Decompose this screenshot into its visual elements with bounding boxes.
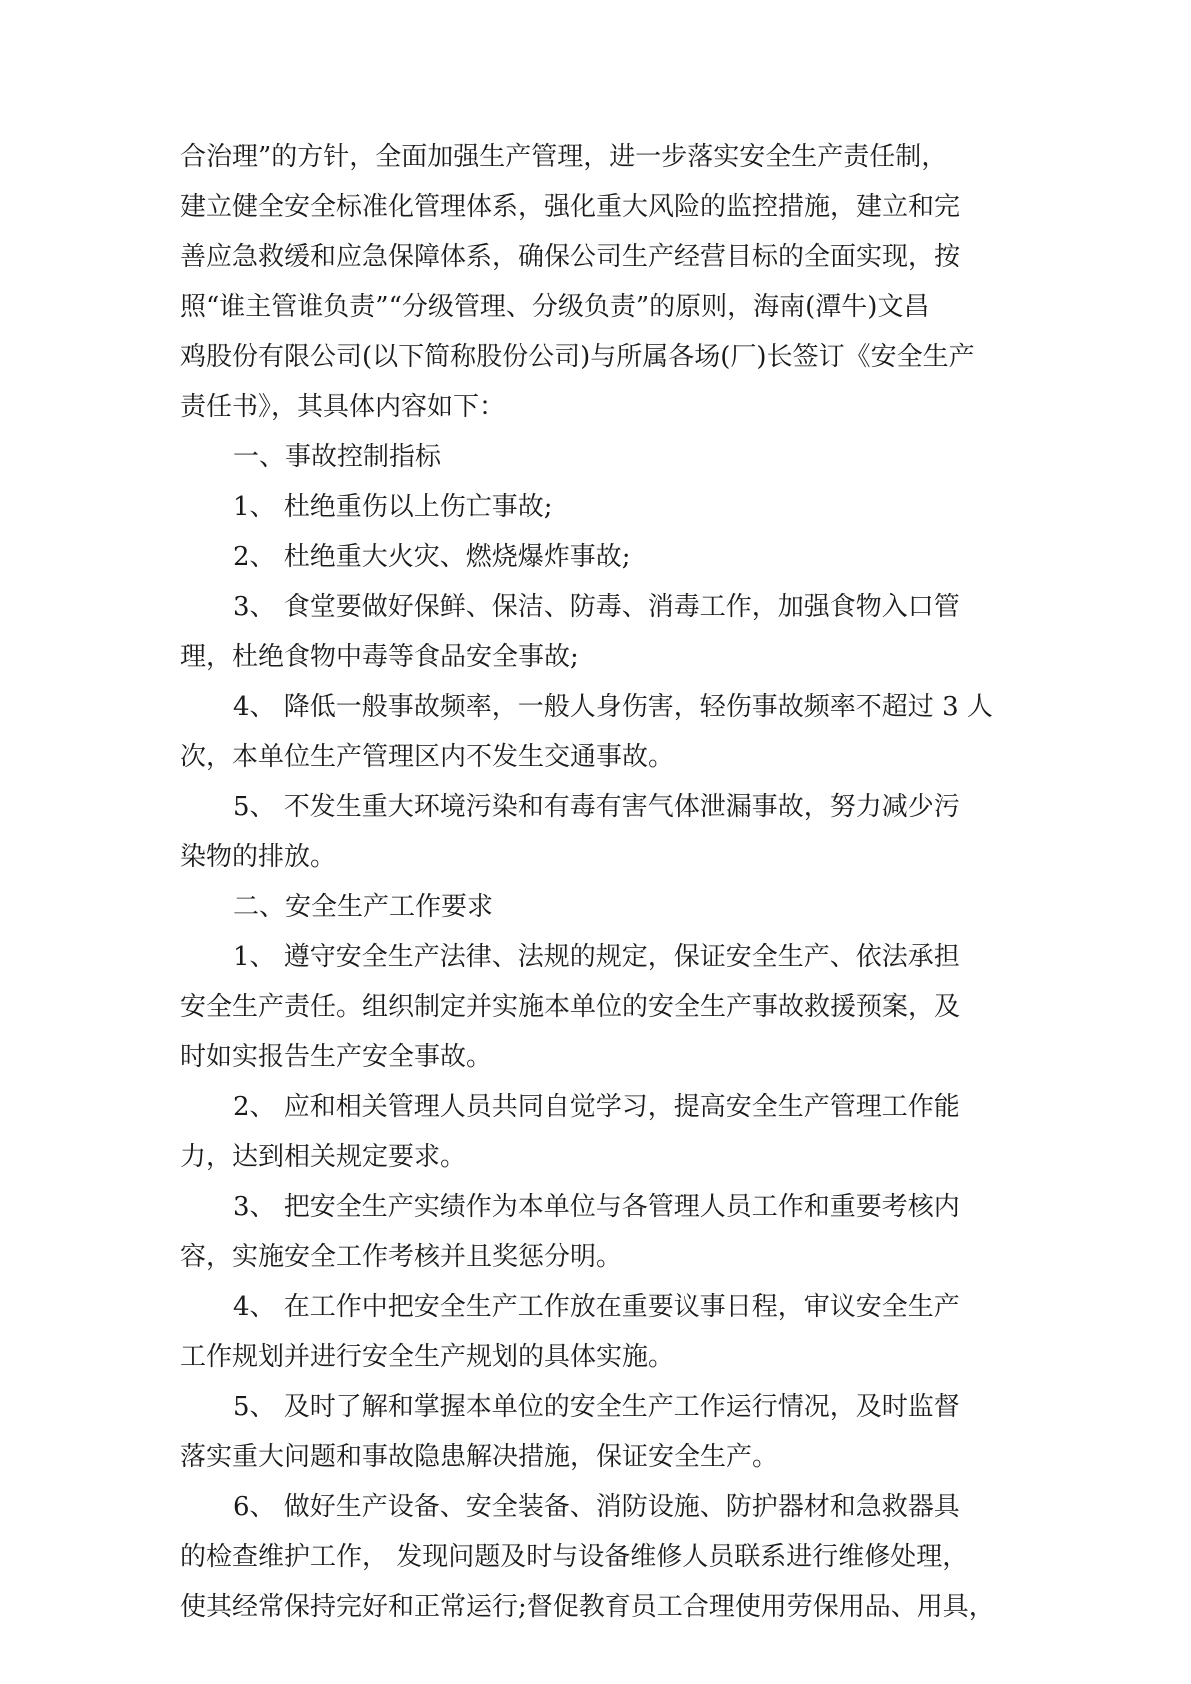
list-item: 1、 杜绝重伤以上伤亡事故;	[233, 492, 553, 522]
list-item-continuation: 使其经常保持完好和正常运行;督促教育员工合理使用劳保用品、用具，	[180, 1592, 995, 1622]
list-item: 6、 做好生产设备、安全装备、消防设施、防护器材和急救器具	[233, 1492, 960, 1522]
paragraph-line: 鸡股份有限公司(以下简称股份公司)与所属各场(厂)长签订《安全生产	[180, 342, 975, 372]
list-item: 2、 应和相关管理人员共同自觉学习，提高安全生产管理工作能	[233, 1092, 960, 1122]
list-item-continuation: 安全生产责任。组织制定并实施本单位的安全生产事故救援预案，及	[180, 992, 961, 1022]
list-item-continuation: 的检查维护工作， 发现问题及时与设备维修人员联系进行维修处理，	[180, 1542, 969, 1572]
paragraph-line: 合治理”的方针，全面加强生产管理，进一步落实安全生产责任制，	[180, 142, 948, 172]
list-item: 5、 及时了解和掌握本单位的安全生产工作运行情况，及时监督	[233, 1392, 960, 1422]
list-item-continuation: 时如实报告生产安全事故。	[180, 1042, 493, 1072]
list-item-continuation: 力，达到相关规定要求。	[180, 1142, 467, 1172]
list-item: 3、 食堂要做好保鲜、保洁、防毒、消毒工作，加强食物入口管	[233, 592, 960, 622]
list-item: 5、 不发生重大环境污染和有毒有害气体泄漏事故，努力减少污	[233, 792, 960, 822]
paragraph-line: 责任书》，其具体内容如下：	[180, 392, 506, 422]
document-body	[180, 132, 1020, 1632]
list-item-continuation: 工作规划并进行安全生产规划的具体实施。	[180, 1342, 675, 1372]
list-item-continuation: 落实重大问题和事故隐患解决措施，保证安全生产。	[180, 1442, 779, 1472]
section-heading: 一、事故控制指标	[233, 442, 442, 472]
list-item: 2、 杜绝重大火灾、燃烧爆炸事故;	[233, 542, 631, 572]
list-item: 4、 在工作中把安全生产工作放在重要议事日程，审议安全生产	[233, 1292, 960, 1322]
list-item: 1、 遵守安全生产法律、法规的规定，保证安全生产、依法承担	[233, 942, 960, 972]
section-heading: 二、安全生产工作要求	[233, 892, 494, 922]
list-item-continuation: 容，实施安全工作考核并且奖惩分明。	[180, 1242, 623, 1272]
paragraph-line: 照“谁主管谁负责”“分级管理、分级负责”的原则，海南(潭牛)文昌	[180, 292, 930, 322]
list-item: 4、 降低一般事故频率，一般人身伤害，轻伤事故频率不超过 3 人	[233, 692, 993, 722]
paragraph-line: 善应急救缓和应急保障体系，确保公司生产经营目标的全面实现，按	[180, 242, 961, 272]
list-item: 3、 把安全生产实绩作为本单位与各管理人员工作和重要考核内	[233, 1192, 960, 1222]
list-item-continuation: 次，本单位生产管理区内不发生交通事故。	[180, 742, 675, 772]
paragraph-line: 建立健全安全标准化管理体系，强化重大风险的监控措施，建立和完	[180, 192, 961, 222]
list-item-continuation: 理，杜绝食物中毒等食品安全事故;	[180, 642, 579, 672]
list-item-continuation: 染物的排放。	[180, 842, 337, 872]
